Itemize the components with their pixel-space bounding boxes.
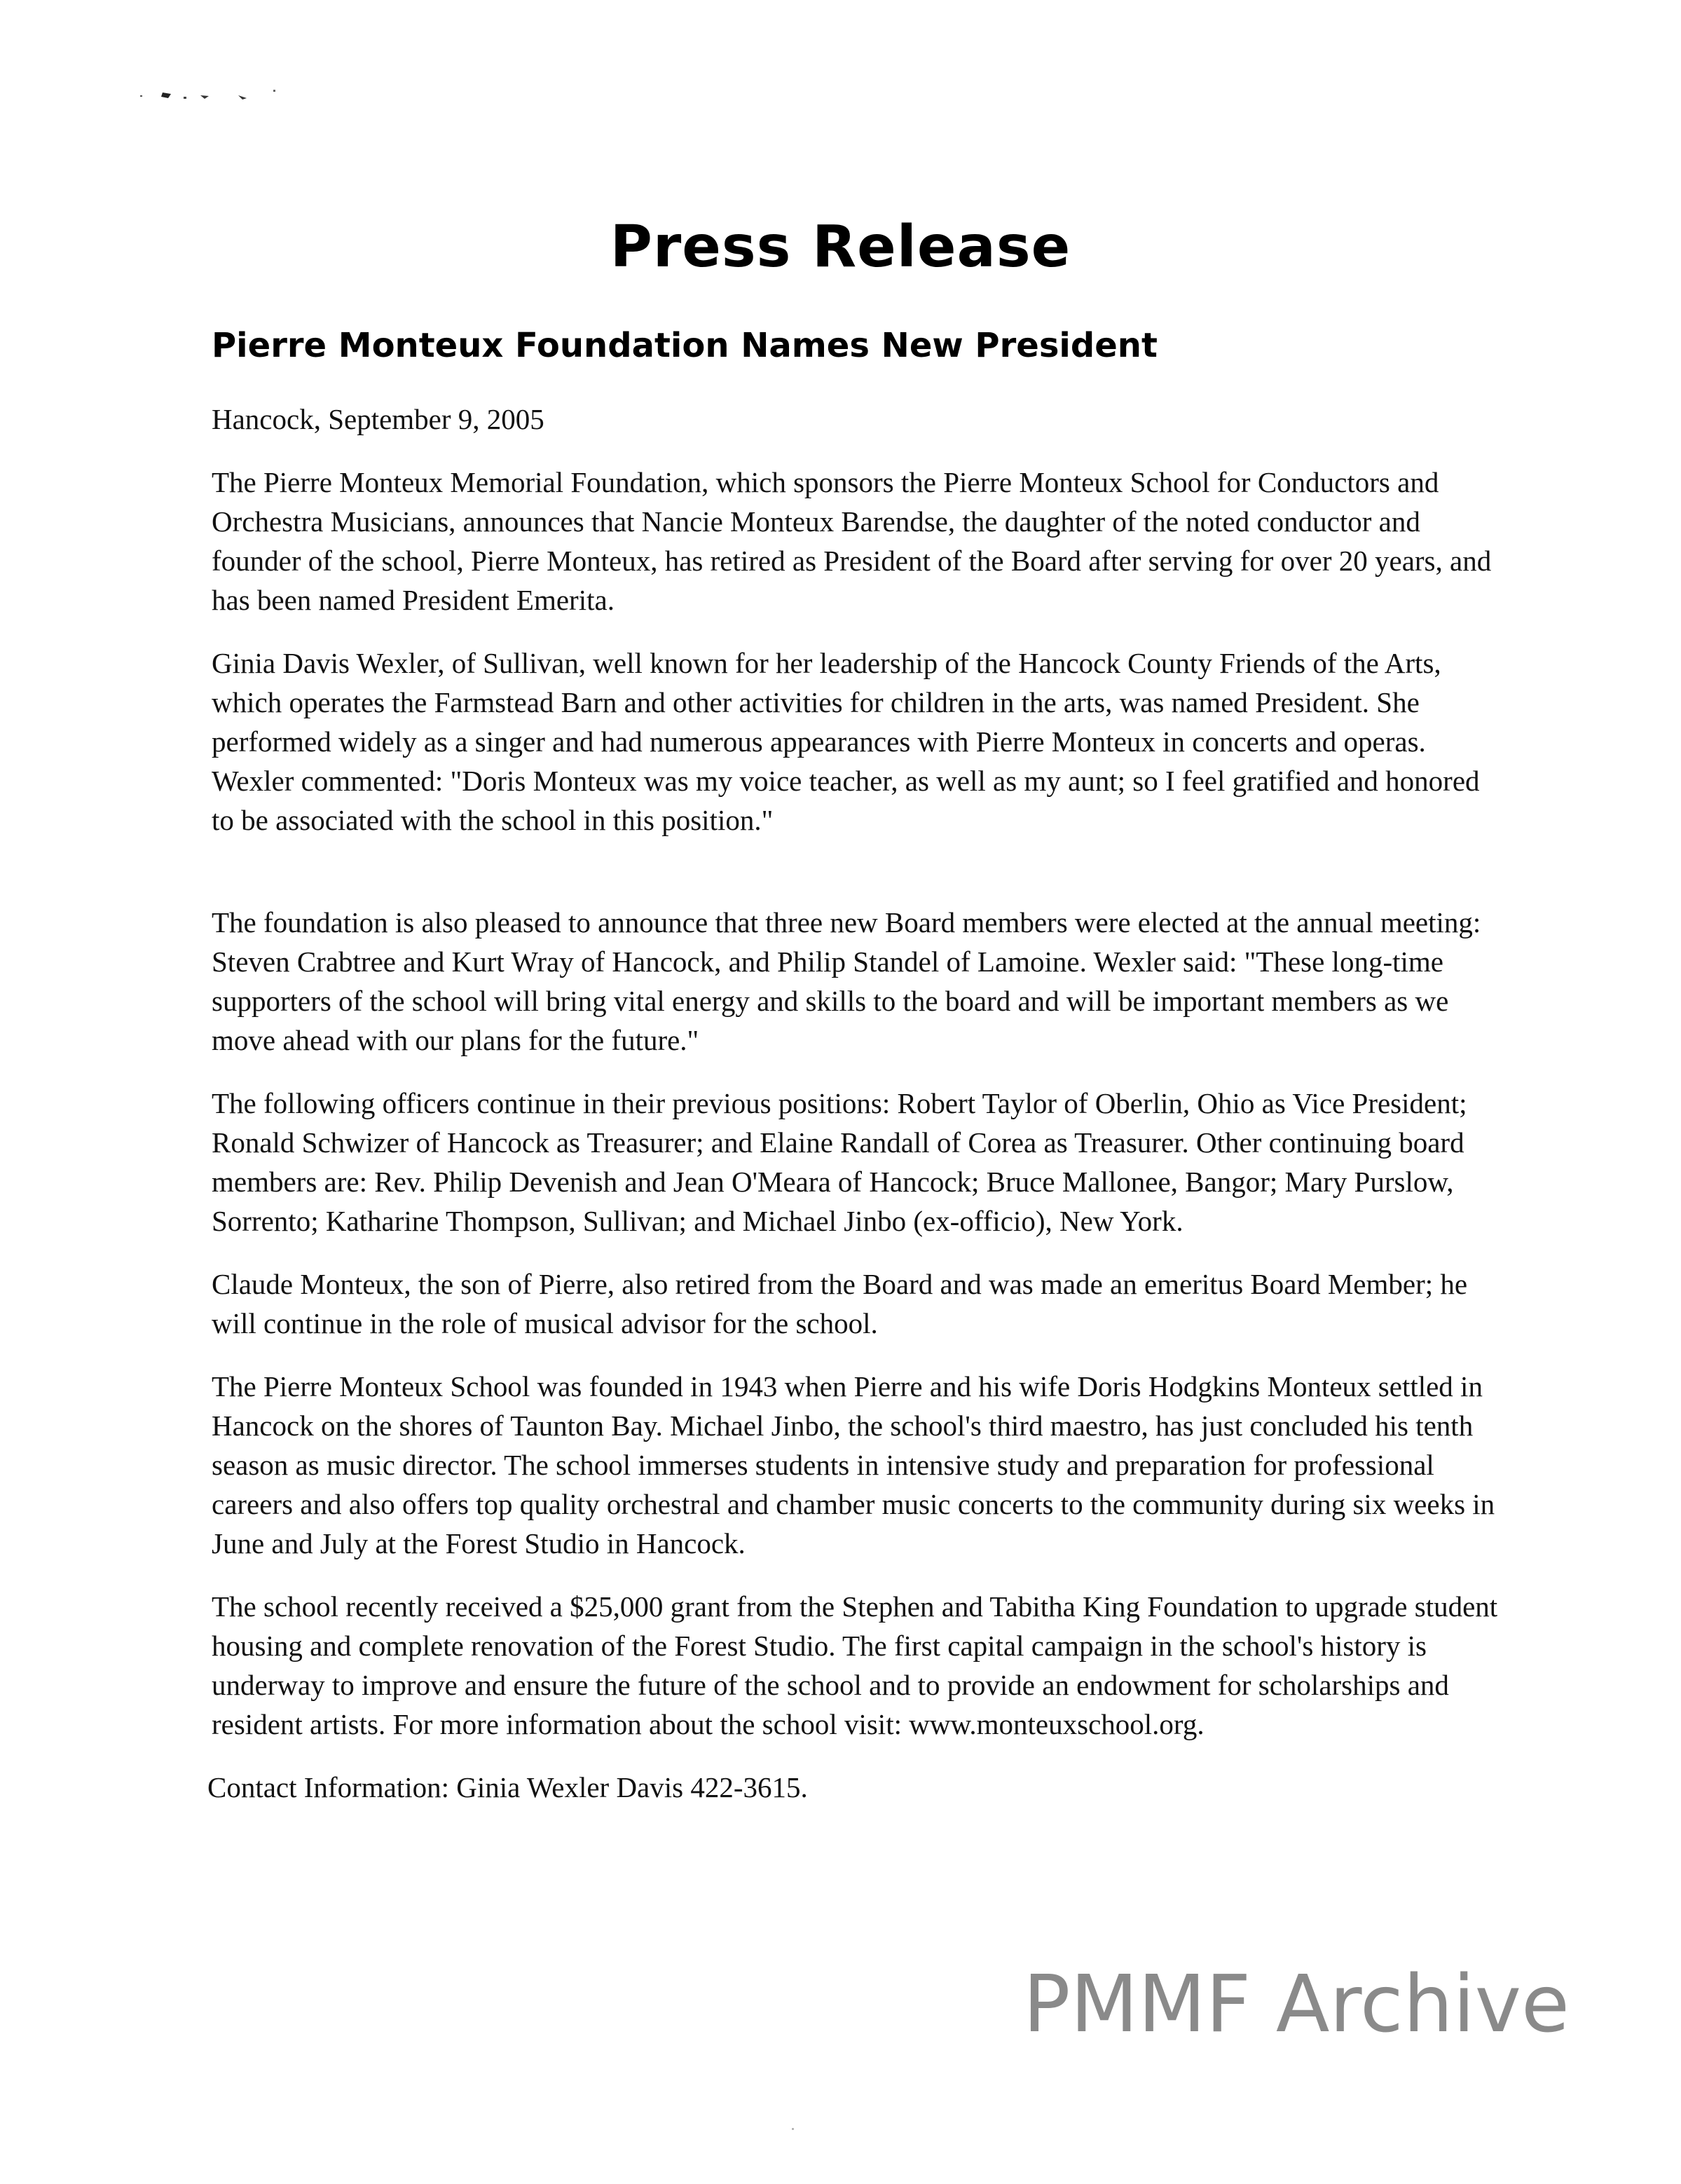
scan-specks (140, 90, 280, 111)
paragraph-new-president: Ginia Davis Wexler, of Sullivan, well known for her leadership of the Hancock County Friends of the Arts, which operates the Farmstead Barn and other activities for children in the arts, was named President. She performed widely as a singer and had numerous appearances with Pierre Monteux in concerts and operas. Wexler commented: "Doris Monteux was my voice teacher, as well as my aunt; so I feel gratified and honored to be associated with the school in this position." (212, 647, 1480, 836)
paragraph-new-board-members: The foundation is also pleased to announce that three new Board members were elected at the annual meeting: Steven Crabtree and Kurt Wray of Hancock, and Philip Standel of Lamoine. Wexler said: "These long-time supporters of the school will bring vital energy and skills to the board and will be important members as we move ahead with our plans for the future." (212, 906, 1481, 1056)
paragraph-claude-monteux: Claude Monteux, the son of Pierre, also retired from the Board and was made an emeritus Board Member; he will continue in the role of musical advisor for the school. (212, 1268, 1468, 1339)
paragraph-grant: The school recently received a $25,000 grant from the Stephen and Tabitha King Foundation to upgrade student housing and complete renovation of the Forest Studio. The first capital campaign in the school's history is underway to improve and ensure the future of the school and to provide an endowment for scholarships and resident artists. For more information about the school visit: www.monteuxschool.org. (212, 1590, 1498, 1740)
paragraph-school-history: The Pierre Monteux School was founded in 1943 when Pierre and his wife Doris Hodgkins Monteux settled in Hancock on the shores of Taunton Bay. Michael Jinbo, the school's third maestro, has just concluded his tenth season as music director. The school immerses students in intensive study and preparation for professional careers and also offers top quality orchestral and chamber music concerts to the community during six weeks in June and July at the Forest Studio in Hancock. (212, 1370, 1495, 1559)
press-release-body (207, 400, 1508, 1807)
paragraph-announcement: The Pierre Monteux Memorial Foundation, which sponsors the Pierre Monteux School for Conductors and Orchestra Musicians, announces that Nancie Monteux Barendse, the daughter of the noted conductor and founder of the school, Pierre Monteux, has retired as President of the Board after serving for over 20 years, and has been named President Emerita. (212, 466, 1492, 616)
page-title: Press Release (610, 214, 1071, 280)
headline: Pierre Monteux Foundation Names New President (212, 326, 1158, 365)
dateline: Hancock, September 9, 2005 (212, 403, 544, 435)
paragraph-officers: The following officers continue in their previous positions: Robert Taylor of Oberlin, Ohio as Vice President; Ronald Schwizer of Hancock as Treasurer; and Elaine Randall of Corea as Treasurer. Other continuing board members are: Rev. Philip Devenish and Jean O'Meara of Hancock; Bruce Mallonee, Bangor; Mary Purslow, Sorrento; Katharine Thompson, Sullivan; and Michael Jinbo (ex-officio), New York. (212, 1087, 1467, 1237)
scan-dot (792, 2128, 794, 2130)
archive-watermark: PMMF Archive (1023, 1959, 1570, 2050)
contact-information: Contact Information: Ginia Wexler Davis 422-3615. (207, 1771, 808, 1803)
